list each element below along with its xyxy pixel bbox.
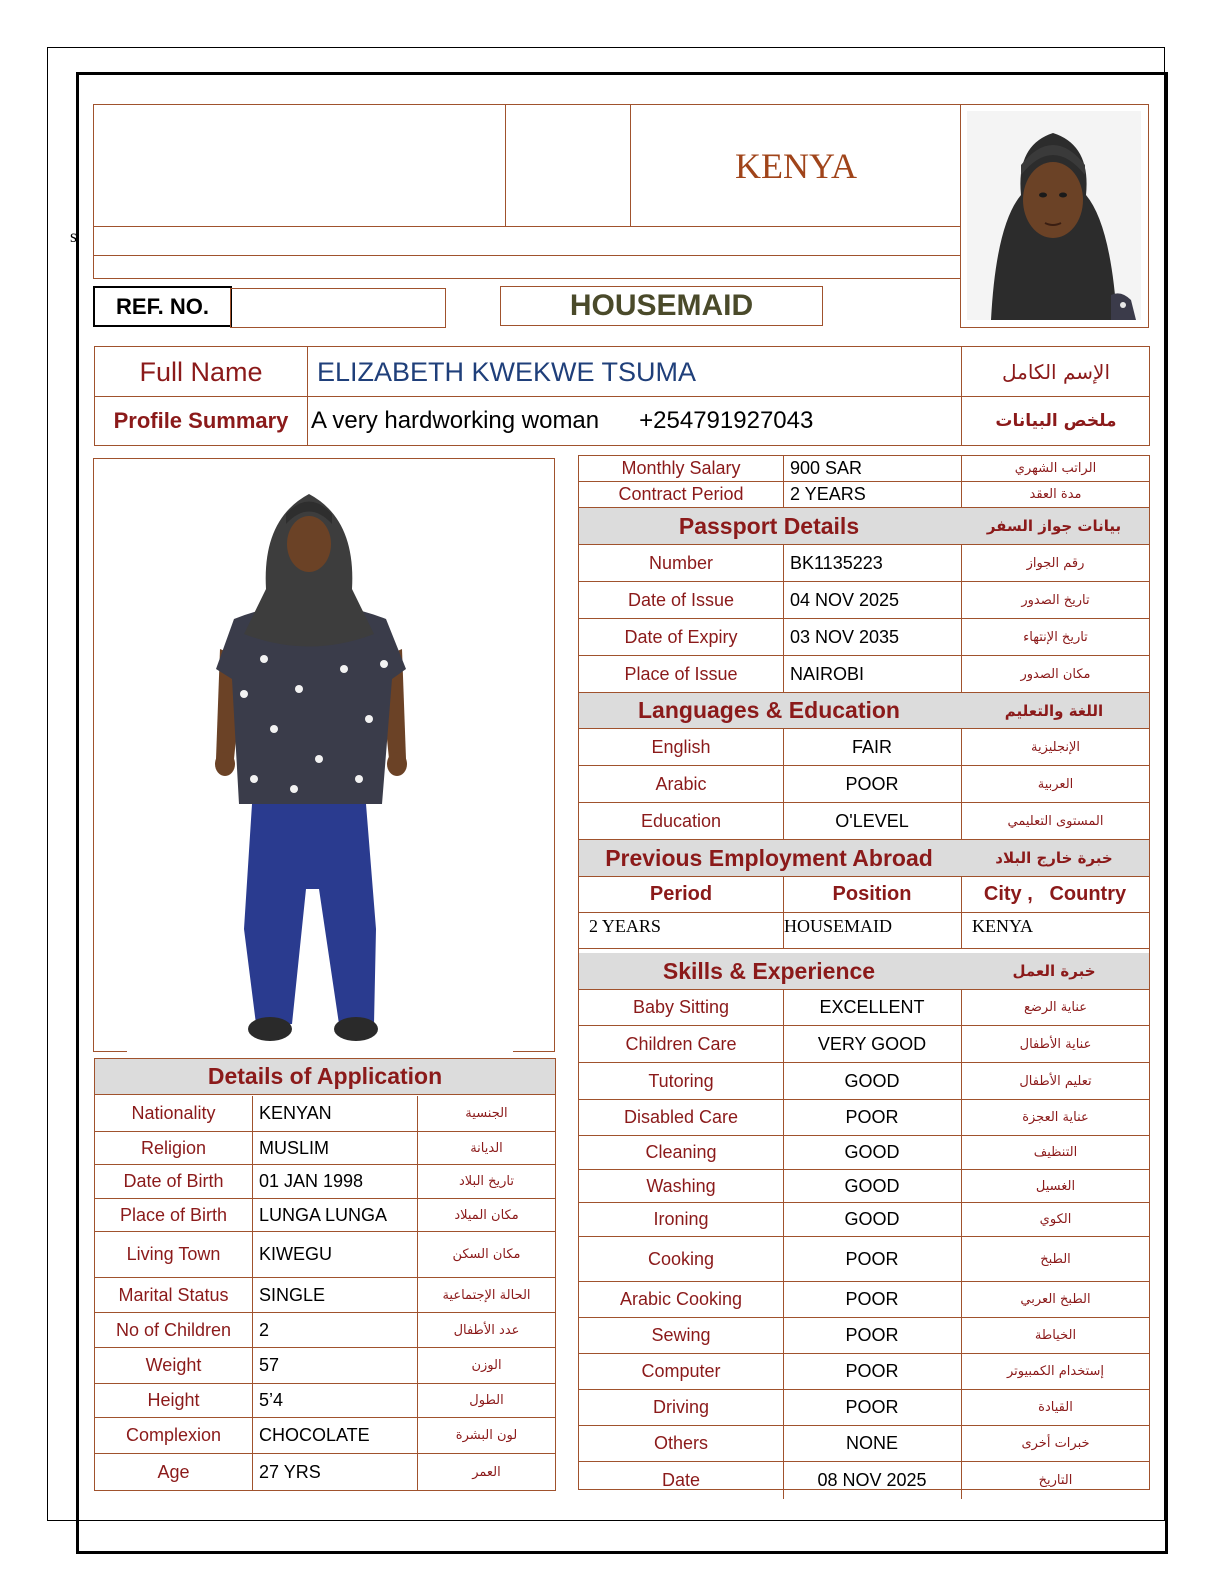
application-label-cell: [95, 1313, 252, 1347]
language-ar-cell: [962, 729, 1149, 765]
language-ar-cell: [962, 803, 1149, 839]
skill-label: Arabic Cooking: [619, 1289, 743, 1309]
salary-row: [579, 482, 1149, 508]
application-row: [95, 1313, 555, 1348]
skill-value-cell: [784, 1237, 960, 1281]
application-value-cell: [253, 1232, 416, 1277]
skills-header-title-cell: [579, 953, 959, 989]
col-position-cell: [784, 877, 960, 912]
passport-label-cell: [579, 582, 783, 618]
skill-label-ar: الطبخ العربي: [1020, 1292, 1091, 1307]
skill-label: Cooking: [647, 1248, 715, 1269]
language-label: Arabic: [655, 773, 707, 794]
skill-value-cell: [784, 1318, 960, 1353]
salary-label-ar: مدة العقد: [1029, 487, 1082, 502]
language-value: FAIR: [851, 736, 892, 757]
employment-position-cell: [784, 913, 960, 948]
skill-label-ar: القيادة: [1038, 1400, 1073, 1415]
salary-row: [579, 456, 1149, 482]
salary-label: Contract Period: [618, 484, 744, 504]
skill-label-cell: [579, 1462, 783, 1499]
employment-period: 2 YEARS: [589, 916, 661, 936]
language-label-ar: الإنجليزية: [1030, 739, 1081, 755]
skill-row: [579, 1203, 1149, 1237]
skill-label: Date: [661, 1470, 701, 1490]
language-label-ar: المستوى التعليمي: [1007, 813, 1104, 829]
skill-label-cell: [579, 1063, 783, 1099]
language-label-cell: [579, 803, 783, 839]
skill-label-cell: [579, 1390, 783, 1425]
passport-ar-cell: [962, 656, 1149, 692]
employment-position: HOUSEMAID: [784, 916, 892, 936]
skills-header-ar-cell: [959, 953, 1149, 989]
language-label: Education: [640, 810, 722, 831]
application-ar-cell: [418, 1454, 555, 1490]
application-value-cell: [253, 1313, 416, 1347]
passport-value-cell: [784, 619, 960, 655]
skill-value: GOOD: [844, 1209, 900, 1229]
application-value-cell: [253, 1454, 416, 1490]
language-ar-cell: [962, 766, 1149, 802]
passport-header-title-ar: بيانات جواز السفر: [986, 517, 1122, 535]
skill-row: [579, 1462, 1149, 1499]
application-value-cell: [253, 1278, 416, 1312]
headshot-photo: [961, 105, 1147, 326]
passport-header-ar-cell: [959, 508, 1149, 544]
application-value-cell: [253, 1418, 416, 1453]
application-value: 01 JAN 1998: [259, 1171, 364, 1191]
skill-row: [579, 1026, 1149, 1063]
job-title-box: [500, 286, 823, 326]
skill-ar-cell: [962, 1237, 1149, 1281]
skill-label-cell: [579, 1282, 783, 1317]
skill-value-cell: [784, 1354, 960, 1389]
application-ar-cell: [418, 1384, 555, 1417]
passport-header: [579, 508, 1149, 545]
skill-label-cell: [579, 1203, 783, 1236]
skill-value-cell: [784, 1026, 960, 1062]
language-value-cell: [784, 803, 960, 839]
skill-row: [579, 1170, 1149, 1203]
skill-label-cell: [579, 990, 783, 1025]
skills-header: [579, 953, 1149, 990]
skill-value-cell: [784, 1462, 960, 1499]
application-label-ar: الحالة الإجتماعية: [442, 1287, 531, 1303]
skill-row: [579, 1318, 1149, 1354]
col-position: Position: [832, 883, 912, 905]
full-name-value: ELIZABETH KWEKWE TSUMA: [317, 356, 697, 387]
employment-header-ar-cell: [959, 840, 1149, 876]
passport-label: Number: [648, 552, 714, 573]
application-label: Nationality: [131, 1103, 216, 1123]
country-box: [630, 104, 962, 227]
job-title: HOUSEMAID: [569, 289, 754, 322]
employment-header: [579, 840, 1149, 877]
skill-row: [579, 1282, 1149, 1318]
skill-label-ar: الغسيل: [1035, 1178, 1076, 1194]
skill-label-cell: [579, 1170, 783, 1202]
application-row: [95, 1132, 555, 1165]
application-value: SINGLE: [259, 1284, 326, 1305]
skill-label-ar: التنظيف: [1033, 1145, 1078, 1160]
application-value: KENYAN: [259, 1103, 332, 1123]
skill-label-ar: إستخدام الكمبيوتر: [1006, 1364, 1105, 1379]
application-row: [95, 1199, 555, 1232]
col-city-country-cell: [962, 877, 1148, 912]
application-value: 27 YRS: [259, 1461, 321, 1482]
passport-value: 04 NOV 2025: [790, 589, 900, 610]
passport-label: Date of Expiry: [624, 626, 738, 647]
profile-summary-label: Profile Summary: [113, 408, 289, 433]
skill-value-cell: [784, 1390, 960, 1425]
skill-row: [579, 1063, 1149, 1100]
passport-label-ar: تاريخ الإنتهاء: [1023, 629, 1088, 645]
passport-row: [579, 619, 1149, 656]
language-value: POOR: [845, 773, 899, 794]
application-label-ar: الديانة: [470, 1140, 503, 1156]
application-value-cell: [253, 1384, 416, 1417]
right-info-table: [578, 455, 1150, 1490]
skill-value: EXCELLENT: [819, 997, 925, 1017]
skill-label-cell: [579, 1237, 783, 1281]
ref-label-box: [93, 286, 232, 327]
skill-row: [579, 990, 1149, 1026]
passport-value-cell: [784, 656, 960, 692]
employment-country-cell: [962, 913, 1148, 948]
full-body-photo: [94, 459, 554, 1051]
application-value-cell: [253, 1132, 416, 1164]
employment-row: [579, 913, 1149, 949]
skill-value: 08 NOV 2025: [817, 1470, 927, 1490]
application-value: KIWEGU: [259, 1244, 333, 1264]
skill-label-cell: [579, 1136, 783, 1169]
skill-ar-cell: [962, 1426, 1149, 1461]
application-label-ar: العمر: [472, 1464, 501, 1480]
skill-ar-cell: [962, 1354, 1149, 1389]
full-body-photo-frame: [93, 458, 555, 1052]
application-row: [95, 1096, 555, 1132]
application-value: LUNGA LUNGA: [259, 1204, 388, 1225]
salary-label-cell: [579, 482, 783, 507]
salary-ar-cell: [962, 456, 1149, 481]
application-label: Height: [147, 1390, 200, 1410]
skill-label-ar: خبرات أخرى: [1021, 1436, 1090, 1451]
application-label-cell: [95, 1278, 252, 1312]
passport-row: [579, 582, 1149, 619]
skill-value: VERY GOOD: [817, 1033, 927, 1054]
skill-value-cell: [784, 1063, 960, 1099]
passport-ar-cell: [962, 545, 1149, 581]
languages-header: [579, 693, 1149, 729]
language-row: [579, 766, 1149, 803]
application-value: 2: [259, 1319, 270, 1340]
salary-label-ar: الراتب الشهري: [1014, 461, 1097, 476]
application-value: 5’4: [259, 1390, 284, 1410]
language-label-ar: العربية: [1037, 776, 1074, 792]
skill-label: Disabled Care: [623, 1107, 739, 1127]
application-label-cell: [95, 1348, 252, 1383]
phone-number: +254791927043: [639, 407, 814, 434]
language-value: O'LEVEL: [835, 810, 909, 831]
skill-label: Sewing: [651, 1325, 711, 1345]
skill-label-ar: تعليم الأطفال: [1019, 1073, 1092, 1089]
passport-value: BK1135223: [790, 552, 883, 573]
application-label-cell: [95, 1418, 252, 1453]
application-value-cell: [253, 1165, 416, 1198]
employment-header-title: Previous Employment Abroad: [605, 844, 933, 871]
application-label: Weight: [145, 1355, 202, 1375]
skill-ar-cell: [962, 1203, 1149, 1236]
languages-header-title-cell: [579, 693, 959, 728]
header-blank-strip-2: [93, 255, 962, 279]
skill-value-cell: [784, 1136, 960, 1169]
skill-row: [579, 1426, 1149, 1462]
application-value: 57: [259, 1355, 280, 1375]
salary-value: 900 SAR: [790, 458, 863, 478]
application-table: [94, 1058, 556, 1491]
header-blank-box-2: [505, 104, 631, 227]
application-row: [95, 1418, 555, 1454]
passport-value-cell: [784, 582, 960, 618]
skill-ar-cell: [962, 1390, 1149, 1425]
application-row: [95, 1232, 555, 1278]
skill-value: GOOD: [844, 1175, 900, 1196]
passport-label: Date of Issue: [627, 589, 735, 610]
salary-value: 2 YEARS: [790, 484, 866, 504]
skill-label-ar: الطبخ: [1040, 1251, 1071, 1267]
application-value-cell: [253, 1096, 416, 1131]
application-label-ar: مكان السكن: [452, 1247, 521, 1262]
skill-value-cell: [784, 1282, 960, 1317]
skill-label-ar: الكوي: [1039, 1212, 1072, 1227]
passport-label-ar: مكان الصدور: [1020, 666, 1091, 682]
skill-label: Cleaning: [645, 1142, 717, 1162]
application-label-cell: [95, 1165, 252, 1198]
languages-header-ar-cell: [959, 693, 1149, 728]
col-period-cell: [579, 877, 783, 912]
passport-row: [579, 545, 1149, 582]
passport-label-ar: رقم الجواز: [1026, 555, 1085, 571]
skill-value: POOR: [845, 1397, 899, 1417]
skill-value-cell: [784, 1203, 960, 1236]
application-value: MUSLIM: [259, 1137, 330, 1158]
application-row: [95, 1384, 555, 1418]
salary-ar-cell: [962, 482, 1149, 507]
application-value-cell: [253, 1199, 416, 1231]
skill-ar-cell: [962, 1170, 1149, 1202]
skills-header-title: Skills & Experience: [662, 957, 876, 984]
application-label-cell: [95, 1199, 252, 1231]
col-city-country: City , Country: [983, 883, 1127, 905]
skill-label-cell: [579, 1026, 783, 1062]
skill-row: [579, 1100, 1149, 1136]
application-label: Place of Birth: [119, 1204, 228, 1225]
skill-ar-cell: [962, 1063, 1149, 1099]
profile-summary-ar: ملخص البيانات: [995, 411, 1117, 431]
skill-value-cell: [784, 1426, 960, 1461]
language-label-cell: [579, 766, 783, 802]
profile-summary-text: A very hardworking woman: [311, 407, 600, 434]
skill-label-cell: [579, 1426, 783, 1461]
skill-label: Others: [653, 1433, 709, 1453]
application-label-ar: تاريخ البلاد: [458, 1174, 515, 1189]
header-blank-strip-1: [93, 226, 962, 256]
skill-row: [579, 1237, 1149, 1282]
application-ar-cell: [418, 1199, 555, 1231]
employment-country: KENYA: [972, 916, 1033, 936]
application-label-ar: لون البشرة: [455, 1428, 518, 1443]
skill-ar-cell: [962, 990, 1149, 1025]
skill-ar-cell: [962, 1136, 1149, 1169]
application-label-ar: الوزن: [471, 1358, 502, 1373]
salary-label: Monthly Salary: [621, 458, 741, 478]
skill-value: POOR: [845, 1361, 899, 1381]
skill-value-cell: [784, 1100, 960, 1135]
application-row: [95, 1165, 555, 1199]
application-value-cell: [253, 1348, 416, 1383]
skill-label-ar: عناية الأطفال: [1019, 1036, 1092, 1052]
skill-value: GOOD: [844, 1070, 900, 1091]
application-label-ar: الجنسية: [465, 1106, 508, 1121]
profile-table: [94, 346, 1150, 446]
application-ar-cell: [418, 1096, 555, 1131]
salary-label-cell: [579, 456, 783, 481]
headshot-photo-frame: [960, 104, 1149, 328]
skill-label-ar: عناية الرضع: [1023, 1000, 1088, 1015]
passport-header-title: Passport Details: [678, 512, 860, 539]
application-label-cell: [95, 1384, 252, 1417]
skill-label: Tutoring: [648, 1070, 714, 1091]
application-label: Complexion: [125, 1425, 222, 1445]
languages-header-title: Languages & Education: [638, 697, 900, 723]
ref-value-box: [230, 288, 446, 328]
skill-value: GOOD: [844, 1142, 900, 1162]
application-label-ar: مكان الميلاد: [454, 1207, 519, 1223]
full-name-ar: الإسم الكامل: [1001, 360, 1111, 384]
salary-value-cell: [784, 482, 960, 507]
application-row: [95, 1454, 555, 1490]
skill-value-cell: [784, 1170, 960, 1202]
salary-value-cell: [784, 456, 960, 481]
passport-header-title-cell: [579, 508, 959, 544]
skill-row: [579, 1390, 1149, 1426]
skill-label-cell: [579, 1318, 783, 1353]
employment-period-cell: [579, 913, 783, 948]
skill-label-ar: التاريخ: [1038, 1473, 1073, 1488]
employment-header-title-cell: [579, 840, 959, 876]
application-row: [95, 1348, 555, 1384]
skill-ar-cell: [962, 1026, 1149, 1062]
application-label: Living Town: [126, 1244, 221, 1264]
passport-value-cell: [784, 545, 960, 581]
passport-label-cell: [579, 619, 783, 655]
skill-label-ar: عناية العجزة: [1022, 1110, 1089, 1125]
passport-ar-cell: [962, 619, 1149, 655]
skill-value: POOR: [845, 1107, 899, 1127]
application-label-ar: عدد الأطفال: [453, 1322, 520, 1338]
skill-value-cell: [784, 990, 960, 1025]
application-label-cell: [95, 1096, 252, 1131]
ref-label: REF. NO.: [116, 293, 209, 319]
languages-header-title-ar: اللغة والتعليم: [1004, 701, 1104, 720]
skill-ar-cell: [962, 1318, 1149, 1353]
employment-header-title-ar: خبرة خارج البلاد: [995, 849, 1113, 867]
application-label: No of Children: [115, 1319, 232, 1340]
skill-label: Children Care: [625, 1033, 737, 1054]
language-label-cell: [579, 729, 783, 765]
skill-label-ar: الخياطة: [1034, 1328, 1077, 1343]
skill-label: Baby Sitting: [632, 997, 730, 1017]
skill-ar-cell: [962, 1100, 1149, 1135]
application-ar-cell: [418, 1313, 555, 1347]
skill-value: POOR: [845, 1325, 899, 1345]
skill-label-cell: [579, 1354, 783, 1389]
application-label: Age: [157, 1461, 190, 1482]
application-label: Marital Status: [118, 1284, 229, 1305]
skill-value: POOR: [845, 1248, 899, 1269]
skill-value: POOR: [845, 1289, 899, 1309]
application-label-cell: [95, 1132, 252, 1164]
skill-label-cell: [579, 1100, 783, 1135]
application-label-cell: [95, 1454, 252, 1490]
language-label: English: [651, 736, 711, 757]
application-ar-cell: [418, 1278, 555, 1312]
language-row: [579, 803, 1149, 840]
skill-label: Ironing: [653, 1209, 709, 1229]
full-name-label: Full Name: [139, 356, 263, 387]
language-value-cell: [784, 766, 960, 802]
application-ar-cell: [418, 1165, 555, 1198]
language-value-cell: [784, 729, 960, 765]
passport-label: Place of Issue: [624, 663, 738, 684]
application-ar-cell: [418, 1232, 555, 1277]
application-label-cell: [95, 1232, 252, 1277]
application-label: Religion: [140, 1137, 207, 1158]
col-period: Period: [649, 883, 713, 905]
passport-label-ar: تاريخ الصدور: [1021, 592, 1090, 608]
country-title: KENYA: [735, 145, 857, 186]
skill-ar-cell: [962, 1462, 1149, 1499]
skill-ar-cell: [962, 1282, 1149, 1317]
skill-label: Driving: [652, 1397, 709, 1417]
passport-value: 03 NOV 2035: [790, 626, 900, 647]
passport-value: NAIROBI: [790, 663, 865, 684]
application-label-ar: الطول: [469, 1393, 504, 1408]
header-blank-box-1: [93, 104, 506, 227]
skill-row: [579, 1136, 1149, 1170]
application-row: [95, 1278, 555, 1313]
skill-label: Computer: [641, 1361, 721, 1381]
passport-label-cell: [579, 656, 783, 692]
skill-row: [579, 1354, 1149, 1390]
skills-header-title-ar: خبرة العمل: [1012, 962, 1096, 980]
skill-label: Washing: [646, 1175, 716, 1196]
employment-columns: [579, 877, 1149, 913]
application-value: CHOCOLATE: [259, 1425, 370, 1445]
language-row: [579, 729, 1149, 766]
stray-mark: s: [70, 226, 78, 246]
application-ar-cell: [418, 1418, 555, 1453]
passport-ar-cell: [962, 582, 1149, 618]
application-ar-cell: [418, 1348, 555, 1383]
application-label: Date of Birth: [123, 1171, 224, 1191]
application-ar-cell: [418, 1132, 555, 1164]
skill-value: NONE: [845, 1433, 898, 1453]
passport-row: [579, 656, 1149, 693]
passport-label-cell: [579, 545, 783, 581]
application-title: Details of Application: [207, 1063, 443, 1089]
